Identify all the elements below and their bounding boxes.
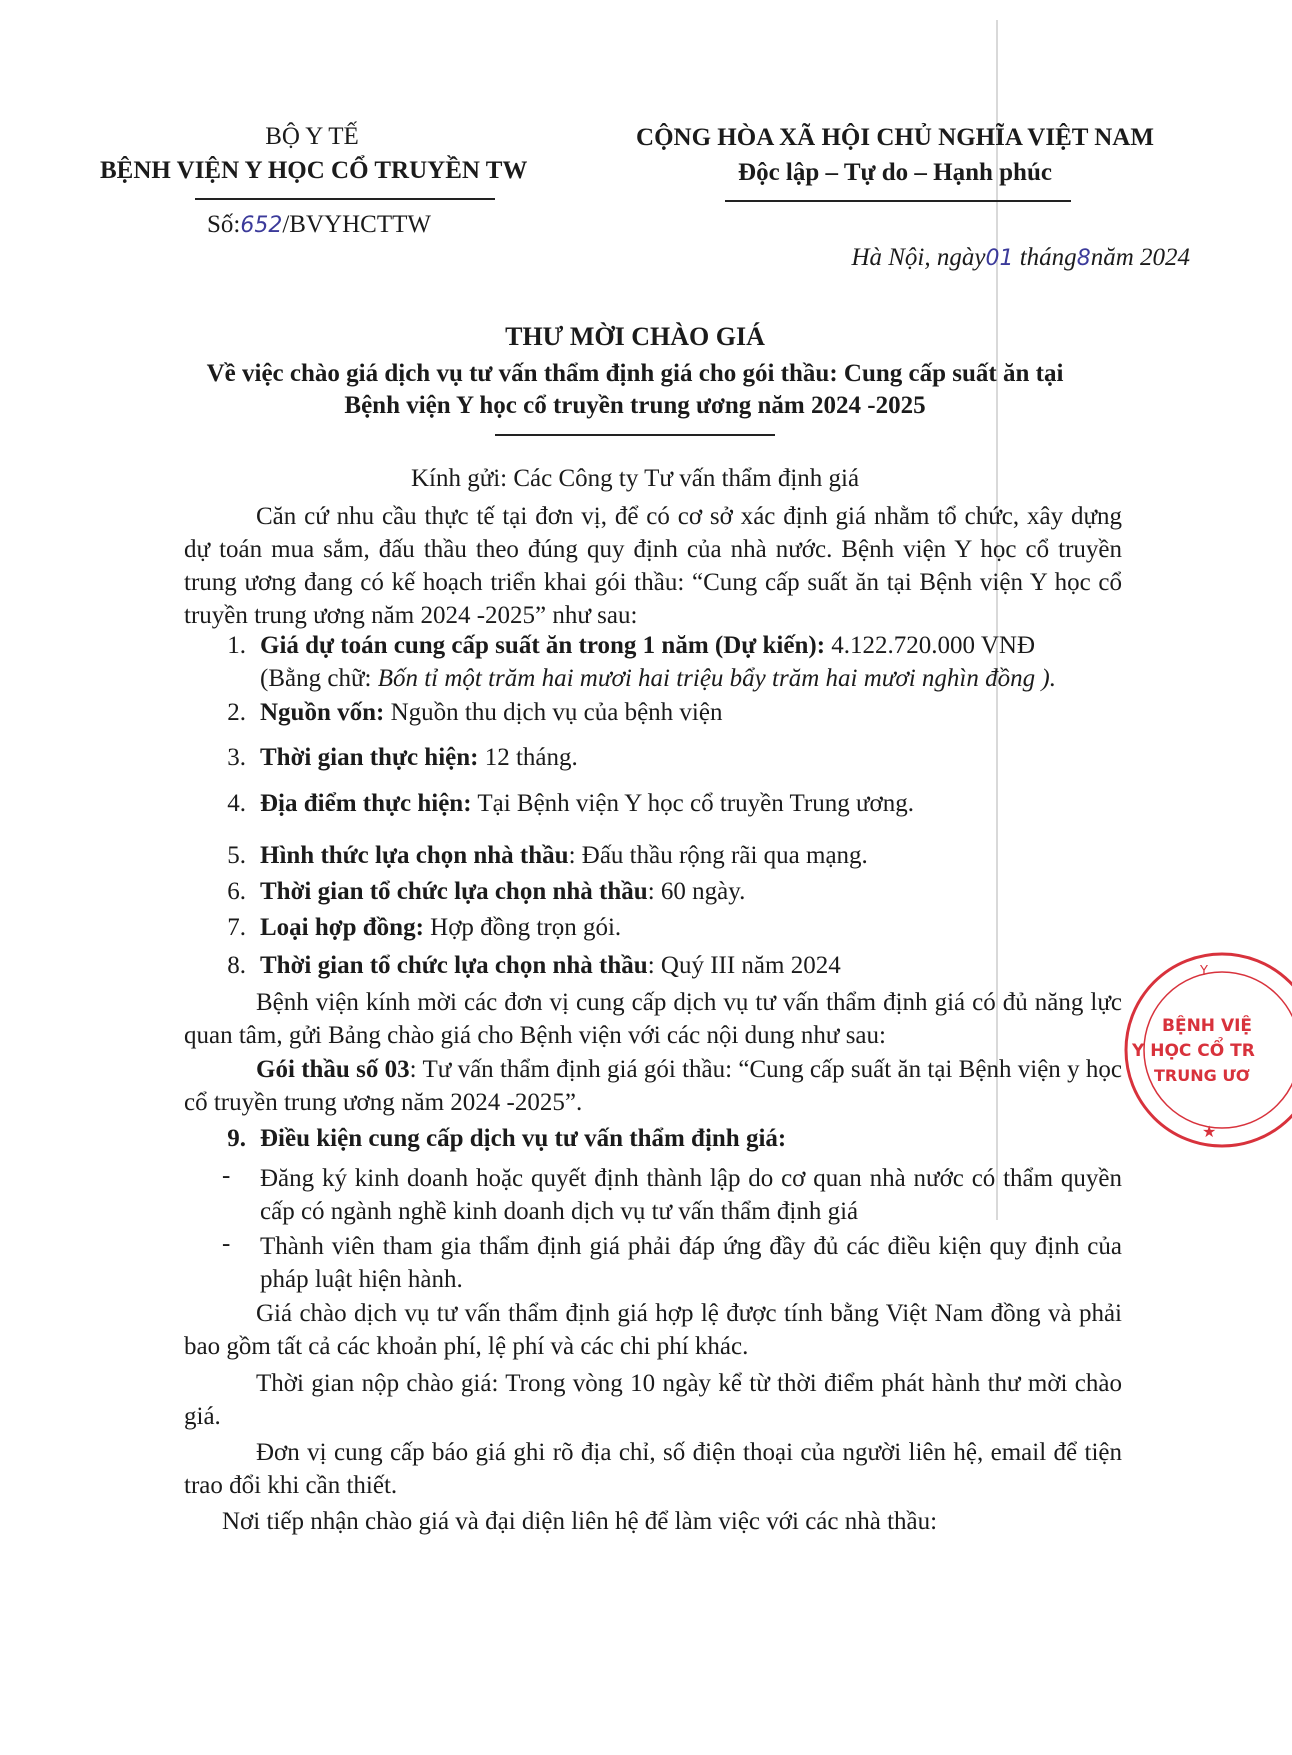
receiver-text: Nơi tiếp nhận chào giá và đại diện liên hệ để làm việc với các nhà thầu: [222,1508,938,1535]
seal-top-letter: Y [1200,964,1208,979]
seal-line-2: Y HỌC CỔ TR [1132,1041,1255,1061]
item-6-label: Thời gian tổ chức lựa chọn nhà thầu [260,878,648,905]
price-note-paragraph [184,1297,1122,1363]
date-month: 8 [1076,246,1091,271]
item-5-number: 5. [227,842,246,869]
item-2-label: Nguồn vốn: [260,699,385,726]
number-prefix: Số: [207,211,241,238]
item-3-label: Thời gian thực hiện: [260,744,479,771]
item-1-label: Giá dự toán cung cấp suất ăn trong 1 năm (Dự kiến): [260,632,826,659]
item-9 [260,1125,786,1153]
document-number [207,211,431,239]
item-3 [260,744,578,772]
letter-title: THƯ MỜI CHÀO GIÁ [505,322,765,351]
item-5-value: : Đấu thầu rộng rãi qua mạng. [568,842,868,869]
price-note-text: Giá chào dịch vụ tư vấn thẩm định giá hợp lệ được tính bằng Việt Nam đồng và phải bao gồm tất cả các khoản phí, lệ phí và các chi phí khác. [184,1300,1122,1360]
seal-star-icon: ★ [1202,1122,1217,1141]
item-6 [260,878,745,906]
item-7-number: 7. [227,914,246,941]
item-8 [260,952,841,980]
package-paragraph [184,1053,1122,1119]
item-8-value: : Quý III năm 2024 [647,952,841,979]
bullet-2: Thành viên tham gia thẩm định giá phải đáp ứng đầy đủ các điều kiện quy định của pháp luật hiện hành. [260,1233,1122,1293]
package-text: : Tư vấn thẩm định giá gói thầu: “Cung cấp suất ăn tại Bệnh viện y học cổ truyền trung ương năm 2024 -2025”. [184,1056,1122,1116]
item-9-label: Điều kiện cung cấp dịch vụ tư vấn thẩm định giá: [260,1125,787,1152]
invite-text: Bệnh viện kính mời các đơn vị cung cấp dịch vụ tư vấn thẩm định giá có đủ năng lực quan tâm, gửi Bảng chào giá cho Bệnh viện với các nội dung như sau: [184,989,1122,1049]
contact-note-text: Đơn vị cung cấp báo giá ghi rõ địa chỉ, số điện thoại của người liên hệ, email để tiện trao đổi khi cần thiết. [184,1439,1122,1499]
date-year: năm 2024 [1090,244,1190,271]
header-left-rule [195,198,495,200]
item-4-label: Địa điểm thực hiện: [260,790,472,817]
item-2 [260,699,722,727]
hospital-seal [1102,945,1292,1155]
item-5 [260,842,868,870]
item-1-value: 4.122.720.000 VNĐ [825,632,1035,659]
item-1-words [260,665,1056,693]
bullet-2-mark: - [222,1230,231,1257]
item-4 [260,790,914,818]
item-7 [260,914,621,942]
item-4-number: 4. [227,790,246,817]
item-2-number: 2. [227,699,246,726]
title-rule [495,434,775,436]
hospital-name: BỆNH VIỆN Y HỌC CỔ TRUYỀN TW [100,157,528,184]
item-9-num-text: 9. [227,1125,246,1152]
intro-paragraph [184,500,1122,632]
ministry-name: BỘ Y TẾ [265,123,359,150]
item-1-number: 1. [227,632,246,659]
greeting: Kính gửi: Các Công ty Tư vấn thẩm định giá [410,465,860,492]
receiver-paragraph [184,1505,1122,1538]
number-suffix: /BVYHCTTW [282,211,431,238]
date-day: 01 [985,246,1014,271]
contact-note-paragraph [184,1436,1122,1502]
item-3-value: 12 tháng. [478,744,578,771]
intro-text: Căn cứ nhu cầu thực tế tại đơn vị, để có cơ sở xác định giá nhằm tổ chức, xây dựng dự toán mua sắm, đấu thầu theo đúng quy định của nhà nước. Bệnh viện Y học cổ truyền trung ương đang có kế hoạch triển khai gói thầu: “Cung cấp suất ăn tại Bệnh viện Y học cổ truyền trung ương năm 2024 -2025” như sau: [184,503,1122,629]
item-9-number [216,1125,246,1153]
item-1-words-text: Bốn tỉ một trăm hai mươi hai triệu bẩy trăm hai mươi nghìn đồng ). [377,665,1056,692]
seal-line-1: BỆNH VIỆ [1162,1016,1253,1036]
item-7-label: Loại hợp đồng: [260,914,424,941]
letter-subject-line2: Bệnh viện Y học cổ truyền trung ương năm 2024 -2025 [344,392,926,419]
item-7-value: Hợp đồng trọn gói. [423,914,622,941]
invite-paragraph [184,986,1122,1052]
item-6-value: : 60 ngày. [647,878,746,905]
country-name: CỘNG HÒA XÃ HỘI CHỦ NGHĨA VIỆT NAM [636,124,1154,151]
item-4-value: Tại Bệnh viện Y học cổ truyền Trung ương. [471,790,914,817]
number-handwritten: 652 [240,213,283,238]
item-8-label: Thời gian tổ chức lựa chọn nhà thầu [260,952,648,979]
document-date [851,244,1190,272]
item-6-number: 6. [227,878,246,905]
deadline-paragraph [184,1367,1122,1433]
item-3-number: 3. [227,744,246,771]
item-2-value: Nguồn thu dịch vụ của bệnh viện [384,699,723,726]
item-5-label: Hình thức lựa chọn nhà thầu [260,842,569,869]
national-motto: Độc lập – Tự do – Hạnh phúc [738,159,1052,186]
deadline-text: Thời gian nộp chào giá: Trong vòng 10 ngày kể từ thời điểm phát hành thư mời chào giá. [184,1370,1122,1430]
item-8-number: 8. [227,952,246,979]
header-right-rule [725,200,1071,202]
date-month-label: tháng [1019,244,1077,271]
date-prefix: Hà Nội, ngày [851,244,986,271]
letter-subject-line1: Về việc chào giá dịch vụ tư vấn thẩm định giá cho gói thầu: Cung cấp suất ăn tại [206,360,1064,387]
item-1-words-prefix: (Bằng chữ: [260,665,378,692]
item-1 [260,632,1035,660]
seal-line-3: TRUNG ƯƠ [1154,1066,1250,1085]
package-label: Gói thầu số 03 [256,1056,410,1083]
bullet-1-mark: - [222,1162,231,1189]
bullet-1: Đăng ký kinh doanh hoặc quyết định thành lập do cơ quan nhà nước có thẩm quyền cấp có ngành nghề kinh doanh dịch vụ tư vấn thẩm định giá [260,1165,1122,1225]
